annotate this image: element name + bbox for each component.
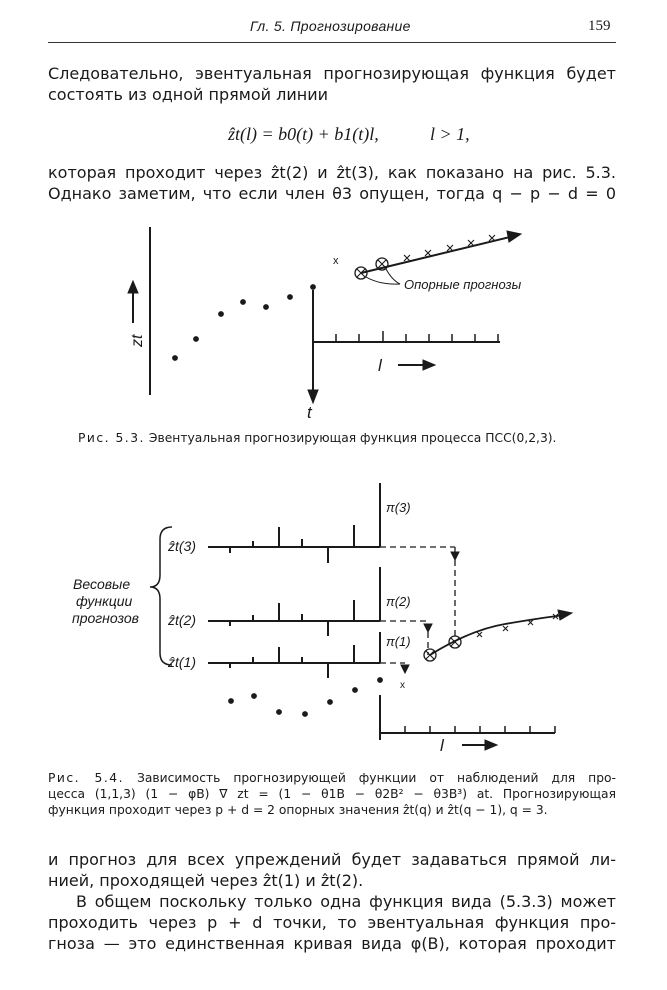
observation-dot: [288, 295, 293, 300]
observation-dot: [252, 694, 257, 699]
cross-mark: [426, 651, 434, 659]
time-label: t: [307, 403, 312, 422]
side-label-line1: Весовые: [73, 576, 131, 592]
formula-condition: l > 1,: [430, 124, 470, 144]
para4-line1: В общем поскольку только одна функция вида (5.3.3) может: [76, 892, 616, 911]
figure1-caption-text: Эвентуальная прогнозирующая функция процесса ПСС(0,2,3).: [148, 431, 557, 445]
observation-dot: [277, 710, 282, 715]
cross-mark: [528, 620, 533, 625]
observation-dot: [378, 678, 383, 683]
para2-line2: Однако заметим, что если член θ3 опущен, тогда q − p − d = 0: [48, 184, 616, 203]
cross-mark: [503, 626, 508, 631]
pi3-label: π(3): [386, 500, 411, 515]
row2-label: ẑt(2): [168, 612, 196, 628]
para1-line2: состоять из одной прямой линии: [48, 85, 328, 104]
pi2-label: π(2): [386, 594, 411, 609]
para3-line2: нией, проходящей через ẑt(1) и ẑt(2).: [48, 871, 364, 890]
row2-arrowhead: [424, 624, 432, 632]
para2-line1: которая проходит через ẑt(2) и ẑt(3), как показано на рис. 5.3.: [48, 163, 616, 182]
row3-arrowhead: [451, 552, 459, 560]
forecast-arrowhead: [507, 231, 521, 242]
observation-dot: [311, 285, 316, 290]
cross-mark: [447, 245, 453, 251]
lead-arrowhead: [485, 740, 497, 750]
side-label-line2: функции: [76, 593, 133, 609]
anchor-forecasts-label: Опорные прогнозы: [404, 277, 522, 292]
figure1-caption: [78, 431, 556, 447]
para1-line1: Следовательно, эвентуальная прогнозирующая функция будет: [48, 64, 616, 83]
observation-dot: [173, 356, 178, 361]
eventual-forecast-line: [361, 237, 510, 273]
fig2-x-mark: x: [400, 680, 405, 691]
observation-dot: [264, 305, 269, 310]
pi1-label: π(1): [386, 634, 411, 649]
observation-dot: [353, 688, 358, 693]
figure-5-3: [0, 215, 667, 430]
cross-mark: [425, 250, 431, 256]
observation-dot: [241, 300, 246, 305]
figure-5-4: [0, 475, 667, 770]
figure2-caption-line3: функция проходит через p + d = 2 опорных значения ẑt(q) и ẑt(q − 1), q = 3.: [48, 803, 548, 817]
para4-line2: проходить через p + d точки, то эвентуальная функция про-: [48, 913, 616, 932]
figure1-caption-label: Рис. 5.3.: [78, 431, 145, 445]
lead-label: l: [440, 736, 444, 755]
observation-dot: [219, 312, 224, 317]
cross-mark: [404, 255, 410, 261]
cross-mark: [378, 260, 386, 268]
observation-dot: [194, 337, 199, 342]
figure2-caption-text: Зависимость прогнозирующей функции от наблюдений для про-: [136, 771, 616, 785]
para3-line1: и прогноз для всех упреждений будет задаваться прямой ли-: [48, 850, 616, 869]
side-label-line3: прогнозов: [72, 610, 139, 626]
zt-arrowhead: [128, 281, 138, 293]
header-rule: [48, 42, 616, 43]
running-title: Гл. 5. Прогнозирование: [250, 18, 411, 34]
time-axis-arrowhead: [308, 390, 318, 403]
lead-label: l: [378, 356, 382, 375]
figure2-caption-label: Рис. 5.4.: [48, 771, 125, 785]
cross-mark: [477, 632, 482, 637]
cross-mark: [468, 240, 474, 246]
figure2-caption-line2: цесса (1,1,3) (1 − φB) ∇ zt = (1 − θ1B − θ2B² − θ3B³) at. Прогнозирующая: [48, 787, 616, 801]
leader-line: [386, 269, 400, 284]
row1-label: ẑt(1): [168, 654, 196, 670]
row3-label: ẑt(3): [168, 538, 196, 554]
observation-dot: [328, 700, 333, 705]
curve-arrowhead: [558, 610, 572, 620]
observation-dot: [303, 712, 308, 717]
forecast-curve: [430, 615, 565, 655]
row1-arrowhead: [401, 665, 409, 673]
zt-label: zt: [129, 334, 146, 347]
cross-mark: [489, 235, 495, 241]
page-number: 159: [588, 18, 611, 34]
formula-expression: ẑt(l) = b0(t) + b1(t)l,: [228, 124, 379, 144]
lead-arrowhead: [423, 360, 435, 370]
fig1-x-mark: x: [333, 255, 339, 267]
para4-line3: гноза — это единственная кривая вида φ(B), которая проходит: [48, 934, 616, 953]
figure2-caption-line1: [48, 771, 616, 787]
observation-dot: [229, 699, 234, 704]
